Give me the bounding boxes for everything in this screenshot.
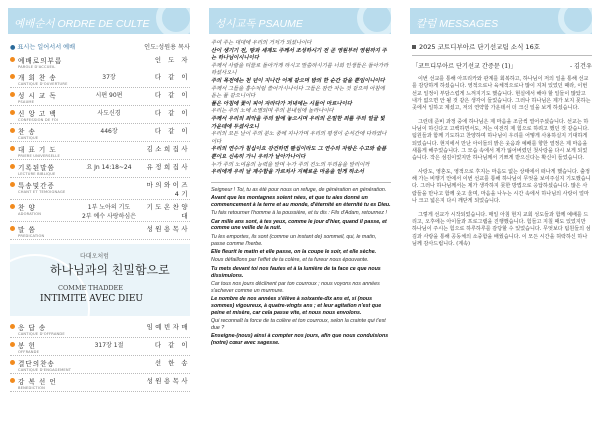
message-subtitle-text: 「코트디부아르 단기선교 간증문 (1)」 xyxy=(412,63,517,70)
order-item-korean: 대 표 기 도 xyxy=(18,145,57,154)
order-header xyxy=(8,8,190,34)
order-item xyxy=(10,70,190,88)
psalm-header-title: 성시교독 PSAUME xyxy=(215,18,303,30)
order-item-person: 성원용목사 xyxy=(146,224,190,233)
order-item-detail: 시편 90편 xyxy=(95,91,123,99)
psalm-french-verse: Elle fleurit le matin et elle passe, on la coupe le soir, et elle sèche. xyxy=(211,249,377,256)
order-item-person: 임예빈자매 xyxy=(146,322,190,331)
order-list xyxy=(10,42,190,392)
messages-column xyxy=(402,0,600,424)
order-item-french: CANTIQUE D'ENGAGEMENT xyxy=(18,367,72,372)
order-item-name xyxy=(18,322,76,336)
bullet-icon xyxy=(10,92,15,97)
messages-header-title: 칼럼 MESSAGES xyxy=(416,18,499,30)
order-item-korean: 기록된말씀 xyxy=(18,163,55,172)
order-item-french: PREDICATION xyxy=(18,233,45,238)
order-item xyxy=(10,374,190,392)
bullet-icon xyxy=(10,378,15,383)
order-item-detail: 317장 1절 xyxy=(94,341,124,349)
order-item-person: 인 도 자 xyxy=(154,55,190,64)
order-item-person: 다 같 이 xyxy=(154,108,190,117)
order-item-person: 다 같 이 xyxy=(154,90,190,99)
order-column xyxy=(0,0,198,424)
order-item-french: OFFRANDE xyxy=(18,349,40,354)
order-item-french: LECTURE BIBLIQUE xyxy=(18,171,56,176)
psalm-korean-verse: 주께서 우리의 죄악을 주의 앞에 놓으시며 우리의 은밀한 죄를 주의 얼굴 빛 가운데에 두셨사오니 xyxy=(211,115,385,130)
square-bullet-icon xyxy=(412,45,416,49)
psalm-korean-verse: 누가 주의 노여움의 능력을 알며 누가 주의 진노의 두려움을 알리이까 xyxy=(211,161,370,168)
message-paragraph: 그렇게 선교가 시작되었습니다. 매일 아침 현지 교회 성도들과 함께 예배를 드리고, 오후에는 아이들과 프로그램을 진행했습니다. 힘들고 지칠 때도 있었지만 하나님이 주시는 힘으로 하루하루를 감당할 수 있었습니다. 무엇보다 팀원들의 섬김과 사랑을 통해 공동체의 소중함을 배웠습니다. 이 모든 시간을 허락하신 하나님께 감사드립니다. (계속) xyxy=(412,211,591,247)
order-items-part2 xyxy=(10,320,190,392)
psalm-french-verse: Le nombre de nos années s'élève à soixante-dix ans et, si (nous sommes) vigoureux, à quatre-vingts ans ; et leur agitation n'est que peine et misère, car cela passe vite, et nous nous envolons. xyxy=(211,296,382,316)
psalm-korean-verse: 주여 주는 대대에 우리의 거처가 되셨나이다 xyxy=(211,40,312,46)
psalm-french-verse: Tu les emportes, ils sont (comme un instant de) sommeil, qui, le matin, passe comme l'herbe. xyxy=(211,233,377,247)
message-body xyxy=(412,76,592,248)
order-items-part1 xyxy=(10,53,190,240)
psalm-header xyxy=(209,8,391,34)
order-item-name xyxy=(18,180,76,194)
psalm-french-verse: Car tous nos jours déclinent par ton courroux ; nous voyons nos années s'achever comme un murmure. xyxy=(211,281,380,294)
order-item-french: CHANT ET TEMOIGNAGE xyxy=(18,189,66,194)
psalm-french-verse: Car mille ans sont, à tes yeux, comme le jour d'hier, quand il passe, et comme une veille de la nuit. xyxy=(211,218,387,232)
order-item-detail: 446장 xyxy=(100,127,118,135)
banner-line2: 하나님과의 친밀함으로 xyxy=(50,263,170,277)
order-item-name xyxy=(18,202,76,216)
header-decoration xyxy=(558,8,592,34)
order-item-person: 유정희집사 xyxy=(146,162,190,171)
order-item xyxy=(10,178,190,200)
message-author: - 김건우 xyxy=(570,63,592,70)
order-item xyxy=(10,320,190,338)
psalm-korean-verse: 주의 목전에는 천 년이 지나간 어제 같으며 밤의 한 순간 같을 뿐임이니이다 xyxy=(211,77,385,84)
order-item-name xyxy=(18,376,76,390)
bullet-icon xyxy=(10,110,15,115)
order-item-person: 김소희집사 xyxy=(146,144,190,153)
order-item-french: PSAUME xyxy=(18,99,35,104)
header-decoration xyxy=(357,8,391,34)
psalm-korean-verse: 우리에게 우리 날 계수함을 가르치사 지혜로운 마음을 얻게 하소서 xyxy=(211,169,364,176)
order-item-korean: 강 복 선 언 xyxy=(18,377,57,386)
order-item-name xyxy=(18,55,76,69)
bullet-icon xyxy=(10,342,15,347)
order-item-person: 기도온찬양대 xyxy=(146,202,190,220)
header-decoration xyxy=(156,8,190,34)
order-item-person: 마의와이즈4기 xyxy=(146,180,190,198)
order-item-french: CANTIQUE D'OFFRANDE xyxy=(18,331,65,336)
order-item-korean: 예배로의부름 xyxy=(18,56,63,65)
order-item-name xyxy=(18,224,76,238)
order-item-name xyxy=(18,90,76,104)
bullet-icon xyxy=(10,360,15,365)
psalm-french-verse: Enseigne-(nous) ainsi à compter nos jours, afin que nous conduisions (notre) cœur avec sagesse. xyxy=(211,333,389,347)
psalm-korean-verse: 우리의 연수가 칠십이요 강건하면 팔십이라도 그 연수의 자랑은 수고와 슬픔뿐이요 신속히 가니 우리가 날아가나이다 xyxy=(211,146,387,160)
message-title-text: 2025 코트디부아르 단기선교팀 소식 16호 xyxy=(419,43,540,51)
order-item-detail: 사도신경 xyxy=(97,109,121,117)
order-item-detail: 요 Jn 14:18~24 xyxy=(86,163,132,171)
order-item xyxy=(10,222,190,240)
psalm-french-verse: Qui reconnaît la force de ta colère et ton courroux, selon la crainte qui t'est due ? xyxy=(211,318,386,331)
order-item xyxy=(10,124,190,142)
order-item-korean: 성 시 교 독 xyxy=(18,91,57,100)
order-item xyxy=(10,160,190,178)
psalm-korean-verse: 주께서 사람을 티끌로 돌아가게 하시고 말씀하시기를 너희 인생들은 돌아가라 하셨사오니 xyxy=(211,62,389,77)
order-item-name xyxy=(18,126,76,140)
order-item-detail: 1부 노아의 기도 2부 예수 사랑하심은 xyxy=(81,203,136,220)
banner-line4: INTIMITE AVEC DIEU xyxy=(40,294,143,304)
order-item xyxy=(10,142,190,160)
order-item-korean: 신 앙 고 백 xyxy=(18,109,57,118)
order-item-name xyxy=(18,358,76,372)
psalm-french-verse: Avant que les montagnes soient nées, et que tu aies donné un commencement à la terre et au monde, d'éternité en éternité tu es Dieu. xyxy=(211,195,391,208)
order-item-french: BENEDICTION xyxy=(18,385,46,390)
order-item-korean: 응 답 송 xyxy=(18,323,47,332)
banner-line1: 다대오처럼 xyxy=(80,253,109,260)
order-item-korean: 찬 양 xyxy=(18,203,36,212)
order-item-name xyxy=(18,340,76,354)
order-item-person: 다 같 이 xyxy=(154,340,190,349)
order-item-name xyxy=(18,108,76,122)
psalm-french-verse: Tu fais retourner l'homme à la poussière, et tu dis : Fils d'Adam, retournez ! xyxy=(211,210,387,217)
order-item-person: 성원용목사 xyxy=(146,376,190,385)
order-item xyxy=(10,88,190,106)
order-item-korean: 찬 송 xyxy=(18,127,36,136)
order-item-french: PRIERE UNIVERSELLE xyxy=(18,153,60,158)
message-paragraph: 사랑도, 영혼도, 영적으로 후지는 마음도 없는 상태에서 떠나게 했습니다. 출정해 가는 비행기 안에서 이번 선교를 통해 하나님이 무엇을 보여주실지 기도했습니다. 그러나 하나님께서는 제가 생각하지 못한 방법으로 응답하셨습니다. 많은 사람들을 만나고 함께 웃고 울며, 마음을 나누는 시간 속에서 하나님의 사랑이 얼마나 크고 넓은지 다시 깨닫게 되었습니다. xyxy=(412,168,591,205)
bullet-icon xyxy=(10,128,15,133)
order-top-line xyxy=(10,42,190,51)
order-item-korean: 결단의찬송 xyxy=(18,359,55,368)
psalm-korean-verse: 풀은 아침에 꽃이 피어 자라다가 저녁에는 시들어 마르나이다 xyxy=(211,100,352,107)
bullet-icon xyxy=(10,57,15,62)
bullet-icon xyxy=(10,182,15,187)
order-item-name xyxy=(18,72,76,86)
psalm-korean-text xyxy=(211,40,391,177)
bullet-icon xyxy=(10,146,15,151)
order-item xyxy=(10,356,190,374)
sermon-banner xyxy=(10,244,190,316)
order-item-person: 다 같 이 xyxy=(154,126,190,135)
order-item-french: CANTIQUE xyxy=(18,135,39,140)
message-paragraph: 이번 선교를 통해 아프리카와 관계를 회복하고, 하나님이 저의 일을 통해 선교를 감당하게 하셨습니다. 영적으로나 육체적으로나 많이 지쳐 있었던 때라, 이번 선교 일정이 부담스럽게 느껴지기도 했습니다. 현실에서 해야 할 일들이 많았고 내가 없으면 안 될 것 같은 생각이 들었습니다. 그러나 하나님은 제가 보지 못하는 곳에서 일하고 계셨고, 저의 연약함 가운데서 더 크신 일을 보게 하셨습니다. xyxy=(412,76,591,112)
order-item-french: PAROLE D'ACCUEIL xyxy=(18,64,56,69)
order-item-korean: 특송및간증 xyxy=(18,181,55,190)
psalm-french-verse: Nous défaillons par l'effet de ta colère, et ta fureur nous épouvante. xyxy=(211,257,369,264)
bullet-icon xyxy=(10,324,15,329)
order-item-french: CONFESSION DE FOI xyxy=(18,117,59,122)
message-subtitle xyxy=(412,61,592,70)
bullet-icon xyxy=(10,74,15,79)
order-item xyxy=(10,338,190,356)
psalm-french-text xyxy=(211,187,391,347)
order-item xyxy=(10,200,190,222)
order-header-title: 예배순서 ORDRE DE CULTE xyxy=(14,18,150,30)
psalm-korean-verse: 산이 생기기 전, 땅과 세계도 주께서 조성하시기 전 곧 영원부터 영원까지 주는 하나님이시니이다 xyxy=(211,47,387,62)
order-item-french: CANTIQUE D'OUVERTURE xyxy=(18,81,68,86)
psalm-french-verse: Tu mets devant toi nos fautes et à la lumière de ta face ce que nous dissimulons. xyxy=(211,265,381,279)
messages-header xyxy=(410,8,592,34)
psalm-korean-verse: 우리의 모든 날이 주의 분노 중에 지나가며 우리의 평생이 순식간에 다하였나이다 xyxy=(211,131,387,145)
bullet-icon xyxy=(10,204,15,209)
standing-note: ● 표시는 일어서서 예배 xyxy=(10,44,76,51)
order-item-korean: 개 회 찬 송 xyxy=(18,73,57,82)
banner-line3: COMME THADDEE xyxy=(58,284,124,292)
order-item-detail: 37장 xyxy=(102,73,116,81)
order-item-person: 다 같 이 xyxy=(154,72,190,81)
bullet-icon xyxy=(10,226,15,231)
psalm-french-verse: Seigneur ! Toi, tu as été pour nous un refuge, de génération en génération. xyxy=(211,186,387,193)
psalm-korean-verse: 우리는 주의 노에 소멸되며 주의 분내심에 놀라나이다 xyxy=(211,108,334,115)
order-item-french: ADORATION xyxy=(18,211,42,216)
order-item-korean: 말 씀 xyxy=(18,225,36,234)
order-item xyxy=(10,106,190,124)
order-item-korean: 봉 헌 xyxy=(18,341,36,350)
order-item xyxy=(10,53,190,70)
psalm-korean-verse: 주께서 그들을 홍수처럼 쓸어가시나이다 그들은 잠깐 자는 것 같으며 아침에 돋는 풀 같으니이다 xyxy=(211,85,385,100)
order-item-name xyxy=(18,162,76,176)
order-item-person: 선 한 송 xyxy=(154,358,190,367)
psalm-divider xyxy=(211,182,391,183)
bullet-icon xyxy=(10,164,15,169)
message-paragraph: 그런데 준비 과정 중에 하나님은 제 마음을 조금씩 열어주셨습니다. 선교는 하나님이 하신다고 고백하면서도, 저는 여전히 제 힘으로 하려고 했던 것 같습니다. 팀원들과 함께 기도하고 찬양하며 하나님이 우리를 어떻게 사용하실지 기대하게 되었습니다. 현지에서 만난 아이들의 밝은 웃음과 예배를 향한 열정은 제 마음을 새롭게 해주었습니다. 그 모습 속에서 제가 잃어버렸던 첫사랑을 다시 보게 되었습니다. 작은 섬김이었지만 하나님께서 기쁘게 받으신다는 확신이 들었습니다. xyxy=(412,118,589,162)
psalm-column xyxy=(201,0,399,424)
message-title xyxy=(412,42,592,56)
order-item-name xyxy=(18,144,76,158)
worship-leader: 인도:성원용 목사 xyxy=(144,44,190,51)
